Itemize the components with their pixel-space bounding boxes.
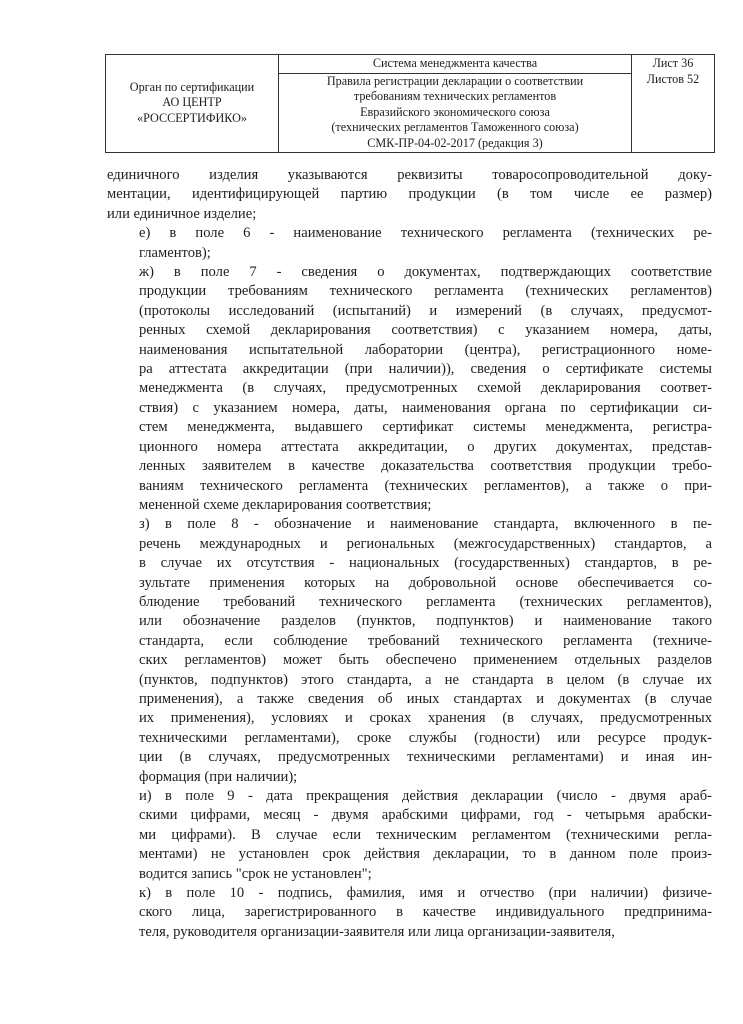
text-line: к) в поле 10 - подпись, фамилия, имя и отчество (при наличии) физиче- [139, 885, 712, 902]
text-line: водится запись "срок не установлен"; [139, 865, 372, 882]
sheets-total: Листов 52 [646, 71, 700, 86]
text-line: ментами) не установлен срок действия декларации, то в данном поле произ- [139, 846, 712, 863]
org-line: Орган по сертификации [129, 79, 255, 94]
text-line: стем менеджмента, выдавшего сертификат системы менеджмента, регистра- [139, 419, 712, 436]
text-line: ских регламентов) может быть обеспечено применением отдельных разделов [139, 652, 712, 669]
text-line: ционного номера аттестата аккредитации, о других документах, представ- [139, 438, 712, 455]
text-line: менеджмента (в случаях, предусмотренных схемой декларирования соответ- [139, 380, 712, 397]
text-line: единичного изделия указываются реквизиты товаросопроводительной доку- [107, 167, 712, 183]
text-line: блюдение требований технического регламента (технических регламентов), [139, 593, 712, 610]
body-paragraph [107, 515, 712, 787]
text-line: ж) в поле 7 - сведения о документах, подтверждающих соответствие [139, 264, 712, 281]
text-line: скими цифрами, месяц - двумя арабскими цифрами, год - четырьмя арабски- [139, 807, 712, 824]
sheet-number: Лист 36 [652, 56, 694, 70]
body-paragraph [107, 224, 712, 263]
text-line: ского лица, зарегистрированного в качестве индивидуального предпринима- [139, 904, 712, 921]
text-line: стандарта, если соблюдение требований технического регламента (техниче- [139, 632, 712, 649]
text-line: и) в поле 9 - дата прекращения действия декларации (число - двумя араб- [139, 788, 712, 804]
doc-code: СМК-ПР-04-02-2017 (редакция 3) [367, 135, 543, 150]
text-line: наименования испытательной лаборатории (центра), регистрационного номе- [139, 341, 712, 358]
text-line: их применения), условиях и сроках хранения (в случаях, предусмотренных [139, 710, 712, 727]
text-line: техническими регламентами), сроке службы (годности) или ресурсе продук- [139, 729, 712, 746]
body-paragraph [107, 263, 712, 515]
doc-title-line: (технических регламентов Таможенного союза) [331, 120, 579, 135]
text-line: з) в поле 8 - обозначение и наименование стандарта, включенного в пе- [139, 516, 712, 533]
document-header-table [105, 54, 715, 153]
doc-title-line: требованиям технических регламентов [353, 89, 557, 104]
document-title-cell [279, 73, 632, 152]
text-line: ренных схемой декларирования соответствия) с указанием номера, даты, [139, 322, 712, 339]
text-line: ментации, идентифицирующей партию продукции (в том числе ее размер) [107, 186, 712, 203]
text-line: ствия) с указанием номера, даты, наименования органа по сертификации си- [139, 399, 712, 416]
text-line: е) в поле 6 - наименование технического регламента (технических ре- [139, 225, 712, 242]
text-line: применения), а также сведения об иных стандартах и документах (в случае [139, 690, 712, 707]
text-line: речень международных и региональных (межгосударственных) стандартов, а [139, 535, 712, 552]
body-paragraph [107, 787, 712, 884]
text-line: зультате применения которых на добровольной основе обеспечивается со- [139, 574, 712, 591]
text-line: ваниям технического регламента (технических регламентов), а также о при- [139, 477, 712, 494]
text-line: гламентов); [139, 244, 211, 261]
doc-title-line: Евразийского экономического союза [360, 104, 550, 119]
text-line: ра аттестата аккредитации (при наличии)), сведения о сертификате системы [139, 361, 712, 378]
body-paragraph [107, 884, 712, 942]
text-line: или обозначение разделов (пунктов, подпунктов) и наименование такого [139, 613, 712, 630]
text-line: ции (в случаях, предусмотренных техническими регламентами) и иная ин- [139, 749, 712, 766]
org-line: АО ЦЕНТР [162, 95, 222, 110]
sheet-number-cell [632, 55, 715, 153]
quality-system-cell: Система менеджмента качества [279, 55, 632, 74]
org-line: «РОССЕРТИФИКО» [137, 111, 247, 126]
text-line: формация (при наличии); [139, 768, 298, 785]
document-body [107, 166, 712, 942]
text-line: в случае их отсутствия - национальных (государственных) стандартов, в ре- [139, 555, 712, 572]
text-line: ми цифрами). В случае если техническим регламентом (техническими регла- [139, 826, 712, 843]
body-paragraph [107, 166, 712, 224]
text-line: продукции требованиям технического регламента (технических регламентов) [139, 283, 712, 300]
text-line: ленных заявителем в качестве доказательства соответствия продукции требо- [139, 458, 712, 475]
certification-body-cell [106, 55, 279, 153]
doc-title-line: Правила регистрации декларации о соответствии [326, 73, 584, 88]
text-line: мененной схеме декларирования соответствия; [139, 496, 432, 513]
text-line: (пунктов, подпунктов) этого стандарта, а не стандарта в целом (в случае их [139, 671, 712, 688]
text-line: (протоколы исследований (испытаний) и измерений (в случаях, предусмот- [139, 302, 712, 319]
text-line: или единичное изделие; [107, 205, 257, 222]
text-line: теля, руководителя организации-заявителя или лица организации-заявителя, [139, 923, 615, 940]
